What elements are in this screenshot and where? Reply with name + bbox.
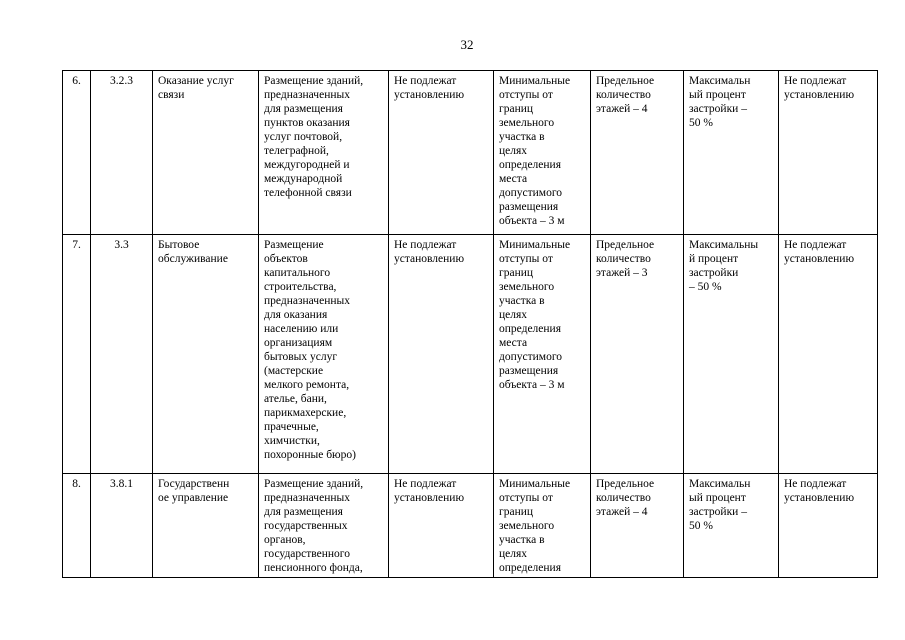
other-cell — [779, 71, 878, 235]
text-line: Минимальные — [499, 478, 571, 490]
text-line: Максимальн — [689, 75, 751, 87]
text-line: прачечные, — [264, 421, 319, 433]
setbacks-cell — [494, 235, 591, 474]
text-line: этажей – 4 — [596, 506, 648, 518]
use-name-cell — [153, 474, 259, 578]
coverage-cell — [684, 71, 779, 235]
table-row — [63, 71, 878, 235]
text-line: Размещение зданий, — [264, 478, 364, 490]
text-line: телефонной связи — [264, 187, 352, 199]
other-cell — [779, 474, 878, 578]
text-line: международной — [264, 173, 343, 185]
text-line: органов, — [264, 534, 306, 546]
text-line: установлению — [784, 89, 855, 101]
text-line: отступы от — [499, 89, 553, 101]
text-line: допустимого — [499, 351, 562, 363]
floors-cell — [591, 235, 684, 474]
text-line: организациям — [264, 337, 333, 349]
text-line: Не подлежат — [394, 239, 457, 251]
coverage-cell — [684, 235, 779, 474]
text-line: застройки – — [689, 103, 747, 115]
text-line: количество — [596, 89, 651, 101]
text-line: Предельное — [596, 478, 655, 490]
text-line: бытовых услуг — [264, 351, 338, 363]
text-line: земельного — [499, 117, 555, 129]
text-line: ое управление — [158, 492, 229, 504]
text-line: похоронные бюро) — [264, 449, 356, 461]
setbacks-cell — [494, 71, 591, 235]
table-row — [63, 474, 878, 578]
text-line: Предельное — [596, 239, 655, 251]
text-line: объекта – 3 м — [499, 215, 565, 227]
text-line: целях — [499, 548, 528, 560]
text-line: Размещение — [264, 239, 324, 251]
text-line: земельного — [499, 281, 555, 293]
restrictions-cell — [389, 474, 494, 578]
text-line: объектов — [264, 253, 308, 265]
text-line: Минимальные — [499, 239, 571, 251]
text-line: участка в — [499, 295, 545, 307]
text-line: застройки — [689, 267, 739, 279]
text-line: застройки – — [689, 506, 747, 518]
text-line: участка в — [499, 534, 545, 546]
code-cell — [91, 235, 153, 474]
code-cell — [91, 71, 153, 235]
text-line: государственных — [264, 520, 348, 532]
text-line: Не подлежат — [394, 75, 457, 87]
text-line: участка в — [499, 131, 545, 143]
other-cell — [779, 235, 878, 474]
text-line: й процент — [689, 253, 739, 265]
text-line: Не подлежат — [394, 478, 457, 490]
text-line: установлению — [784, 492, 855, 504]
text-line: Государственн — [158, 478, 230, 490]
text-line: границ — [499, 103, 534, 115]
text-line: количество — [596, 253, 651, 265]
text-line: количество — [596, 492, 651, 504]
restrictions-cell — [389, 71, 494, 235]
use-code: 3.8.1 — [110, 478, 133, 490]
text-line: связи — [158, 89, 185, 101]
use-description-cell — [259, 71, 389, 235]
text-line: Предельное — [596, 75, 655, 87]
text-line: 50 % — [689, 117, 713, 129]
table-row — [63, 235, 878, 474]
use-name-cell — [153, 71, 259, 235]
floors-cell — [591, 474, 684, 578]
text-line: Максимальны — [689, 239, 759, 251]
text-line: Не подлежат — [784, 75, 847, 87]
text-line: телеграфной, — [264, 145, 329, 157]
text-line: Минимальные — [499, 75, 571, 87]
text-line: населению или — [264, 323, 339, 335]
row-number: 8. — [72, 478, 81, 490]
land-use-table — [62, 70, 878, 578]
text-line: Не подлежат — [784, 239, 847, 251]
text-line: ый процент — [689, 89, 746, 101]
text-line: (мастерские — [264, 365, 324, 377]
text-line: отступы от — [499, 253, 553, 265]
row-number-cell — [63, 71, 91, 235]
text-line: отступы от — [499, 492, 553, 504]
use-name-cell — [153, 235, 259, 474]
coverage-cell — [684, 474, 779, 578]
text-line: предназначенных — [264, 492, 350, 504]
text-line: для оказания — [264, 309, 328, 321]
use-description-cell — [259, 235, 389, 474]
text-line: – 50 % — [689, 281, 722, 293]
text-line: пенсионного фонда, — [264, 562, 363, 574]
row-number: 7. — [72, 239, 81, 251]
text-line: капитального — [264, 267, 331, 279]
text-line: допустимого — [499, 187, 562, 199]
text-line: услуг почтовой, — [264, 131, 343, 143]
text-line: обслуживание — [158, 253, 228, 265]
row-number-cell — [63, 474, 91, 578]
text-line: размещения — [499, 365, 559, 377]
text-line: мелкого ремонта, — [264, 379, 350, 391]
text-line: границ — [499, 267, 534, 279]
text-line: химчистки, — [264, 435, 320, 447]
text-line: определения — [499, 323, 562, 335]
row-number-cell — [63, 235, 91, 474]
text-line: этажей – 3 — [596, 267, 648, 279]
floors-cell — [591, 71, 684, 235]
text-line: целях — [499, 145, 528, 157]
text-line: определения — [499, 562, 562, 574]
text-line: Максимальн — [689, 478, 751, 490]
text-line: 50 % — [689, 520, 713, 532]
text-line: предназначенных — [264, 89, 350, 101]
text-line: ый процент — [689, 492, 746, 504]
text-line: Размещение зданий, — [264, 75, 364, 87]
text-line: места — [499, 337, 528, 349]
row-number: 6. — [72, 75, 81, 87]
text-line: ателье, бани, — [264, 393, 327, 405]
page-number: 32 — [460, 37, 474, 52]
use-code: 3.2.3 — [110, 75, 133, 87]
text-line: целях — [499, 309, 528, 321]
text-line: размещения — [499, 201, 559, 213]
code-cell — [91, 474, 153, 578]
text-line: предназначенных — [264, 295, 350, 307]
text-line: государственного — [264, 548, 350, 560]
text-line: установлению — [394, 89, 465, 101]
text-line: объекта – 3 м — [499, 379, 565, 391]
text-line: пунктов оказания — [264, 117, 350, 129]
text-line: определения — [499, 159, 562, 171]
text-line: строительства, — [264, 281, 337, 293]
text-line: парикмахерские, — [264, 407, 347, 419]
text-line: для размещения — [264, 103, 343, 115]
text-line: установлению — [394, 253, 465, 265]
setbacks-cell — [494, 474, 591, 578]
text-line: этажей – 4 — [596, 103, 648, 115]
text-line: для размещения — [264, 506, 343, 518]
text-line: Бытовое — [158, 239, 200, 251]
text-line: земельного — [499, 520, 555, 532]
restrictions-cell — [389, 235, 494, 474]
text-line: установлению — [394, 492, 465, 504]
use-code: 3.3 — [114, 239, 129, 251]
text-line: границ — [499, 506, 534, 518]
text-line: междугородней и — [264, 159, 350, 171]
use-description-cell — [259, 474, 389, 578]
text-line: Оказание услуг — [158, 75, 234, 87]
text-line: Не подлежат — [784, 478, 847, 490]
text-line: места — [499, 173, 528, 185]
text-line: установлению — [784, 253, 855, 265]
